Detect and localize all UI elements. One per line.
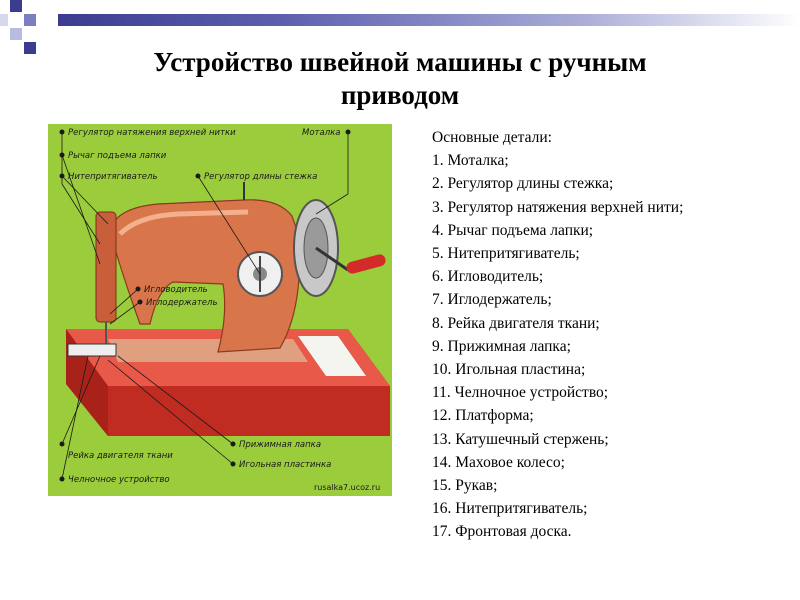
part-item: 3. Регулятор натяжения верхней нити; (432, 198, 684, 216)
part-item: 1. Моталка; (432, 152, 509, 170)
part-item: 9. Прижимная лапка; (432, 337, 571, 355)
decorative-squares (0, 0, 40, 60)
part-item: 5. Нитепритягиватель; (432, 245, 580, 263)
part-item: 4. Рычаг подъема лапки; (432, 221, 594, 239)
part-item: 17. Фронтовая доска. (432, 523, 572, 541)
parts-list-intro: Основные детали: (432, 129, 552, 146)
sewing-machine-illustration (48, 124, 392, 496)
label-feed-dog: Рейка двигателя ткани (68, 451, 173, 461)
label-stitch-length: Регулятор длины стежка (204, 172, 318, 182)
label-presser-lever: Рычаг подъема лапки (68, 151, 167, 161)
part-item: 14. Маховое колесо; (432, 453, 565, 471)
label-bobbin-winder: Моталка (302, 128, 341, 138)
part-item: 12. Платформа; (432, 407, 534, 425)
parts-items (432, 149, 792, 543)
label-needle-plate: Игольная пластинка (239, 460, 332, 470)
part-item: 6. Игловодитель; (432, 268, 544, 286)
header-gradient-bar (58, 14, 800, 26)
label-shuttle: Челночное устройство (68, 475, 170, 485)
label-take-up: Нитепритягиватель (68, 172, 158, 182)
sewing-machine-diagram (48, 124, 392, 496)
slide-title: Устройство швейной машины с ручным приводом (153, 47, 647, 110)
part-item: 7. Иглодержатель; (432, 291, 552, 309)
label-upper-thread-tension: Регулятор натяжения верхней нитки (68, 128, 236, 138)
part-item: 11. Челночное устройство; (432, 384, 609, 402)
part-item: 15. Рукав; (432, 477, 498, 495)
part-item: 10. Игольная пластина; (432, 361, 586, 379)
watermark-text: rusalka7.ucoz.ru (314, 483, 381, 492)
part-item: 2. Регулятор длины стежка; (432, 175, 614, 193)
part-item: 16. Нитепритягиватель; (432, 500, 588, 518)
part-item: 13. Катушечный стержень; (432, 430, 609, 448)
label-needle-bar: Игловодитель (144, 285, 208, 295)
part-item: 8. Рейка двигателя ткани; (432, 314, 600, 332)
label-needle-holder: Иглодержатель (146, 298, 218, 308)
parts-list (432, 126, 792, 544)
label-presser-foot: Прижимная лапка (239, 440, 322, 450)
